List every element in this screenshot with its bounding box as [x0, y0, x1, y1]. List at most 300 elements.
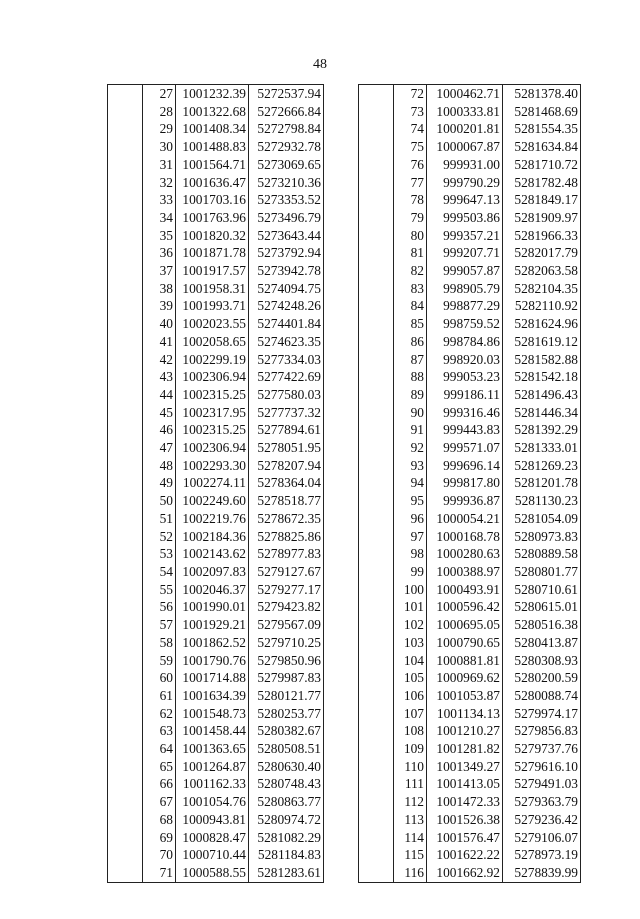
y-coordinate-cell: 5280863.77 — [249, 793, 324, 811]
y-coordinate-cell: 5281554.35 — [503, 120, 581, 138]
table-row — [359, 705, 581, 723]
table-row — [108, 386, 324, 404]
y-coordinate-cell: 5280801.77 — [503, 563, 581, 581]
blank-cell — [108, 174, 143, 192]
y-coordinate-cell: 5280630.40 — [249, 758, 324, 776]
x-coordinate-cell: 1000695.05 — [427, 616, 503, 634]
x-coordinate-cell: 1001871.78 — [176, 244, 249, 262]
table-row — [108, 103, 324, 121]
y-coordinate-cell: 5281201.78 — [503, 474, 581, 492]
x-coordinate-cell: 1001564.71 — [176, 156, 249, 174]
table-row — [359, 351, 581, 369]
x-coordinate-cell: 999186.11 — [427, 386, 503, 404]
point-number-cell: 86 — [394, 333, 427, 351]
table-row — [359, 120, 581, 138]
table-row — [108, 722, 324, 740]
y-coordinate-cell: 5280615.01 — [503, 598, 581, 616]
point-number-cell: 42 — [143, 351, 176, 369]
y-coordinate-cell: 5281054.09 — [503, 510, 581, 528]
blank-cell — [108, 191, 143, 209]
y-coordinate-cell: 5273942.78 — [249, 262, 324, 280]
point-number-cell: 51 — [143, 510, 176, 528]
point-number-cell: 60 — [143, 669, 176, 687]
table-row — [108, 333, 324, 351]
y-coordinate-cell: 5281378.40 — [503, 85, 581, 103]
point-number-cell: 38 — [143, 280, 176, 298]
blank-cell — [108, 138, 143, 156]
y-coordinate-cell: 5273496.79 — [249, 209, 324, 227]
blank-cell — [108, 829, 143, 847]
blank-cell — [108, 227, 143, 245]
y-coordinate-cell: 5280748.43 — [249, 775, 324, 793]
blank-cell — [108, 846, 143, 864]
point-number-cell: 111 — [394, 775, 427, 793]
table-row — [359, 793, 581, 811]
point-number-cell: 45 — [143, 404, 176, 422]
x-coordinate-cell: 1002306.94 — [176, 439, 249, 457]
y-coordinate-cell: 5280889.58 — [503, 545, 581, 563]
y-coordinate-cell: 5281542.18 — [503, 368, 581, 386]
y-coordinate-cell: 5280516.38 — [503, 616, 581, 634]
table-row — [108, 775, 324, 793]
y-coordinate-cell: 5274623.35 — [249, 333, 324, 351]
table-row — [359, 563, 581, 581]
x-coordinate-cell: 999647.13 — [427, 191, 503, 209]
blank-cell — [108, 492, 143, 510]
table-row — [359, 829, 581, 847]
table-row — [108, 156, 324, 174]
blank-cell — [108, 386, 143, 404]
x-coordinate-cell: 1001917.57 — [176, 262, 249, 280]
y-coordinate-cell: 5279491.03 — [503, 775, 581, 793]
y-coordinate-cell: 5277894.61 — [249, 421, 324, 439]
blank-cell — [108, 616, 143, 634]
y-coordinate-cell: 5274248.26 — [249, 297, 324, 315]
table-row — [359, 280, 581, 298]
x-coordinate-cell: 1000588.55 — [176, 864, 249, 882]
x-coordinate-cell: 999207.71 — [427, 244, 503, 262]
y-coordinate-cell: 5280088.74 — [503, 687, 581, 705]
table-row — [359, 775, 581, 793]
point-number-cell: 88 — [394, 368, 427, 386]
blank-cell — [108, 722, 143, 740]
point-number-cell: 71 — [143, 864, 176, 882]
point-number-cell: 82 — [394, 262, 427, 280]
x-coordinate-cell: 1002317.95 — [176, 404, 249, 422]
y-coordinate-cell: 5281582.88 — [503, 351, 581, 369]
point-number-cell: 92 — [394, 439, 427, 457]
table-row — [108, 262, 324, 280]
x-coordinate-cell: 1001993.71 — [176, 297, 249, 315]
table-row — [359, 616, 581, 634]
x-coordinate-cell: 1002058.65 — [176, 333, 249, 351]
point-number-cell: 67 — [143, 793, 176, 811]
blank-cell — [359, 227, 394, 245]
y-coordinate-cell: 5281333.01 — [503, 439, 581, 457]
x-coordinate-cell: 1002299.19 — [176, 351, 249, 369]
point-number-cell: 101 — [394, 598, 427, 616]
blank-cell — [359, 103, 394, 121]
x-coordinate-cell: 998877.29 — [427, 297, 503, 315]
blank-cell — [359, 669, 394, 687]
table-row — [359, 740, 581, 758]
point-number-cell: 115 — [394, 846, 427, 864]
table-row — [359, 846, 581, 864]
x-coordinate-cell: 1002023.55 — [176, 315, 249, 333]
point-number-cell: 110 — [394, 758, 427, 776]
y-coordinate-cell: 5279737.76 — [503, 740, 581, 758]
blank-cell — [108, 705, 143, 723]
blank-cell — [359, 563, 394, 581]
x-coordinate-cell: 1000054.21 — [427, 510, 503, 528]
x-coordinate-cell: 999931.00 — [427, 156, 503, 174]
point-number-cell: 113 — [394, 811, 427, 829]
blank-cell — [108, 740, 143, 758]
y-coordinate-cell: 5278518.77 — [249, 492, 324, 510]
y-coordinate-cell: 5280508.51 — [249, 740, 324, 758]
point-number-cell: 79 — [394, 209, 427, 227]
table-row — [108, 510, 324, 528]
x-coordinate-cell: 1002249.60 — [176, 492, 249, 510]
y-coordinate-cell: 5281130.23 — [503, 492, 581, 510]
y-coordinate-cell: 5272666.84 — [249, 103, 324, 121]
x-coordinate-cell: 998759.52 — [427, 315, 503, 333]
blank-cell — [108, 669, 143, 687]
blank-cell — [108, 474, 143, 492]
table-row — [108, 758, 324, 776]
blank-cell — [359, 333, 394, 351]
point-number-cell: 58 — [143, 634, 176, 652]
table-row — [108, 227, 324, 245]
point-number-cell: 69 — [143, 829, 176, 847]
x-coordinate-cell: 1001714.88 — [176, 669, 249, 687]
blank-cell — [359, 492, 394, 510]
y-coordinate-cell: 5280974.72 — [249, 811, 324, 829]
table-row — [359, 244, 581, 262]
y-coordinate-cell: 5273643.44 — [249, 227, 324, 245]
table-row — [108, 793, 324, 811]
x-coordinate-cell: 1001662.92 — [427, 864, 503, 882]
x-coordinate-cell: 1000969.62 — [427, 669, 503, 687]
x-coordinate-cell: 1000943.81 — [176, 811, 249, 829]
blank-cell — [359, 209, 394, 227]
table-row — [108, 846, 324, 864]
point-number-cell: 65 — [143, 758, 176, 776]
table-row — [108, 280, 324, 298]
blank-cell — [108, 333, 143, 351]
table-row — [108, 191, 324, 209]
point-number-cell: 76 — [394, 156, 427, 174]
table-row — [108, 421, 324, 439]
y-coordinate-cell: 5279363.79 — [503, 793, 581, 811]
table-row — [359, 156, 581, 174]
y-coordinate-cell: 5280413.87 — [503, 634, 581, 652]
y-coordinate-cell: 5280382.67 — [249, 722, 324, 740]
x-coordinate-cell: 1001526.38 — [427, 811, 503, 829]
table-row — [108, 297, 324, 315]
table-row — [359, 85, 581, 103]
x-coordinate-cell: 1002143.62 — [176, 545, 249, 563]
blank-cell — [359, 315, 394, 333]
x-coordinate-cell: 1002293.30 — [176, 457, 249, 475]
point-number-cell: 57 — [143, 616, 176, 634]
blank-cell — [359, 758, 394, 776]
x-coordinate-cell: 1001634.39 — [176, 687, 249, 705]
y-coordinate-cell: 5278207.94 — [249, 457, 324, 475]
table-row — [108, 740, 324, 758]
x-coordinate-cell: 1000280.63 — [427, 545, 503, 563]
y-coordinate-cell: 5273210.36 — [249, 174, 324, 192]
blank-cell — [359, 687, 394, 705]
x-coordinate-cell: 1002046.37 — [176, 581, 249, 599]
y-coordinate-cell: 5277422.69 — [249, 368, 324, 386]
table-row — [359, 758, 581, 776]
y-coordinate-cell: 5281392.29 — [503, 421, 581, 439]
y-coordinate-cell: 5277580.03 — [249, 386, 324, 404]
y-coordinate-cell: 5279106.07 — [503, 829, 581, 847]
blank-cell — [108, 120, 143, 138]
x-coordinate-cell: 1001622.22 — [427, 846, 503, 864]
point-number-cell: 91 — [394, 421, 427, 439]
y-coordinate-cell: 5272932.78 — [249, 138, 324, 156]
blank-cell — [108, 209, 143, 227]
point-number-cell: 43 — [143, 368, 176, 386]
table-row — [108, 174, 324, 192]
y-coordinate-cell: 5272537.94 — [249, 85, 324, 103]
point-number-cell: 46 — [143, 421, 176, 439]
y-coordinate-cell: 5282063.58 — [503, 262, 581, 280]
y-coordinate-cell: 5281184.83 — [249, 846, 324, 864]
point-number-cell: 74 — [394, 120, 427, 138]
x-coordinate-cell: 999443.83 — [427, 421, 503, 439]
point-number-cell: 28 — [143, 103, 176, 121]
table-row — [108, 85, 324, 103]
x-coordinate-cell: 999571.07 — [427, 439, 503, 457]
table-row — [359, 227, 581, 245]
blank-cell — [359, 705, 394, 723]
point-number-cell: 40 — [143, 315, 176, 333]
table-row — [108, 404, 324, 422]
table-row — [359, 262, 581, 280]
x-coordinate-cell: 999503.86 — [427, 209, 503, 227]
y-coordinate-cell: 5280121.77 — [249, 687, 324, 705]
y-coordinate-cell: 5281909.97 — [503, 209, 581, 227]
table-row — [359, 386, 581, 404]
blank-cell — [359, 120, 394, 138]
x-coordinate-cell: 999936.87 — [427, 492, 503, 510]
point-number-cell: 108 — [394, 722, 427, 740]
point-number-cell: 114 — [394, 829, 427, 847]
y-coordinate-cell: 5273792.94 — [249, 244, 324, 262]
y-coordinate-cell: 5282017.79 — [503, 244, 581, 262]
y-coordinate-cell: 5279127.67 — [249, 563, 324, 581]
x-coordinate-cell: 999357.21 — [427, 227, 503, 245]
coordinates-table-right — [358, 84, 581, 883]
y-coordinate-cell: 5281849.17 — [503, 191, 581, 209]
point-number-cell: 34 — [143, 209, 176, 227]
table-row — [108, 864, 324, 882]
table-row — [359, 722, 581, 740]
y-coordinate-cell: 5278973.19 — [503, 846, 581, 864]
y-coordinate-cell: 5280253.77 — [249, 705, 324, 723]
blank-cell — [108, 581, 143, 599]
y-coordinate-cell: 5281269.23 — [503, 457, 581, 475]
y-coordinate-cell: 5281082.29 — [249, 829, 324, 847]
x-coordinate-cell: 998920.03 — [427, 351, 503, 369]
blank-cell — [359, 368, 394, 386]
table-row — [359, 209, 581, 227]
point-number-cell: 83 — [394, 280, 427, 298]
blank-cell — [359, 351, 394, 369]
table-row — [359, 864, 581, 882]
table-row — [359, 439, 581, 457]
table-row — [359, 138, 581, 156]
x-coordinate-cell: 1001281.82 — [427, 740, 503, 758]
table-row — [359, 598, 581, 616]
y-coordinate-cell: 5280973.83 — [503, 528, 581, 546]
table-row — [108, 581, 324, 599]
x-coordinate-cell: 1001054.76 — [176, 793, 249, 811]
blank-cell — [359, 616, 394, 634]
point-number-cell: 112 — [394, 793, 427, 811]
table-row — [359, 687, 581, 705]
y-coordinate-cell: 5279236.42 — [503, 811, 581, 829]
point-number-cell: 77 — [394, 174, 427, 192]
blank-cell — [108, 528, 143, 546]
x-coordinate-cell: 999053.23 — [427, 368, 503, 386]
blank-cell — [108, 315, 143, 333]
y-coordinate-cell: 5273069.65 — [249, 156, 324, 174]
table-row — [359, 297, 581, 315]
point-number-cell: 32 — [143, 174, 176, 192]
blank-cell — [108, 351, 143, 369]
x-coordinate-cell: 999696.14 — [427, 457, 503, 475]
table-row — [108, 457, 324, 475]
x-coordinate-cell: 1000790.65 — [427, 634, 503, 652]
blank-cell — [359, 722, 394, 740]
point-number-cell: 73 — [394, 103, 427, 121]
table-row — [108, 652, 324, 670]
point-number-cell: 116 — [394, 864, 427, 882]
table-row — [359, 510, 581, 528]
coordinates-table-left — [107, 84, 324, 883]
x-coordinate-cell: 1001703.16 — [176, 191, 249, 209]
table-row — [359, 581, 581, 599]
table-row — [359, 315, 581, 333]
y-coordinate-cell: 5277334.03 — [249, 351, 324, 369]
x-coordinate-cell: 1000828.47 — [176, 829, 249, 847]
x-coordinate-cell: 1000493.91 — [427, 581, 503, 599]
y-coordinate-cell: 5279710.25 — [249, 634, 324, 652]
table-row — [108, 616, 324, 634]
x-coordinate-cell: 1001548.73 — [176, 705, 249, 723]
point-number-cell: 102 — [394, 616, 427, 634]
table-row — [359, 174, 581, 192]
blank-cell — [108, 758, 143, 776]
x-coordinate-cell: 999790.29 — [427, 174, 503, 192]
point-number-cell: 61 — [143, 687, 176, 705]
point-number-cell: 53 — [143, 545, 176, 563]
blank-cell — [108, 85, 143, 103]
blank-cell — [359, 528, 394, 546]
blank-cell — [359, 244, 394, 262]
point-number-cell: 27 — [143, 85, 176, 103]
x-coordinate-cell: 1001958.31 — [176, 280, 249, 298]
x-coordinate-cell: 998784.86 — [427, 333, 503, 351]
x-coordinate-cell: 1002306.94 — [176, 368, 249, 386]
point-number-cell: 103 — [394, 634, 427, 652]
blank-cell — [108, 368, 143, 386]
x-coordinate-cell: 1000067.87 — [427, 138, 503, 156]
x-coordinate-cell: 1001458.44 — [176, 722, 249, 740]
point-number-cell: 81 — [394, 244, 427, 262]
table-row — [359, 421, 581, 439]
y-coordinate-cell: 5282110.92 — [503, 297, 581, 315]
point-number-cell: 84 — [394, 297, 427, 315]
point-number-cell: 85 — [394, 315, 427, 333]
blank-cell — [359, 138, 394, 156]
point-number-cell: 55 — [143, 581, 176, 599]
y-coordinate-cell: 5279856.83 — [503, 722, 581, 740]
point-number-cell: 56 — [143, 598, 176, 616]
blank-cell — [359, 191, 394, 209]
y-coordinate-cell: 5280200.59 — [503, 669, 581, 687]
blank-cell — [359, 404, 394, 422]
y-coordinate-cell: 5278364.04 — [249, 474, 324, 492]
table-row — [108, 598, 324, 616]
blank-cell — [108, 457, 143, 475]
table-row — [359, 191, 581, 209]
point-number-cell: 78 — [394, 191, 427, 209]
blank-cell — [108, 652, 143, 670]
blank-cell — [108, 598, 143, 616]
point-number-cell: 93 — [394, 457, 427, 475]
table-row — [359, 528, 581, 546]
x-coordinate-cell: 1001264.87 — [176, 758, 249, 776]
blank-cell — [108, 793, 143, 811]
x-coordinate-cell: 1002274.11 — [176, 474, 249, 492]
point-number-cell: 30 — [143, 138, 176, 156]
point-number-cell: 96 — [394, 510, 427, 528]
x-coordinate-cell: 1000710.44 — [176, 846, 249, 864]
point-number-cell: 89 — [394, 386, 427, 404]
point-number-cell: 33 — [143, 191, 176, 209]
x-coordinate-cell: 1002184.36 — [176, 528, 249, 546]
blank-cell — [108, 634, 143, 652]
table-row — [108, 528, 324, 546]
table-row — [108, 474, 324, 492]
y-coordinate-cell: 5279850.96 — [249, 652, 324, 670]
blank-cell — [108, 439, 143, 457]
table-row — [359, 103, 581, 121]
blank-cell — [359, 846, 394, 864]
table-row — [359, 404, 581, 422]
blank-cell — [359, 510, 394, 528]
blank-cell — [359, 297, 394, 315]
y-coordinate-cell: 5274401.84 — [249, 315, 324, 333]
point-number-cell: 49 — [143, 474, 176, 492]
blank-cell — [108, 103, 143, 121]
point-number-cell: 68 — [143, 811, 176, 829]
blank-cell — [108, 404, 143, 422]
blank-cell — [359, 156, 394, 174]
point-number-cell: 35 — [143, 227, 176, 245]
point-number-cell: 66 — [143, 775, 176, 793]
blank-cell — [359, 262, 394, 280]
x-coordinate-cell: 1001162.33 — [176, 775, 249, 793]
x-coordinate-cell: 1000333.81 — [427, 103, 503, 121]
point-number-cell: 50 — [143, 492, 176, 510]
